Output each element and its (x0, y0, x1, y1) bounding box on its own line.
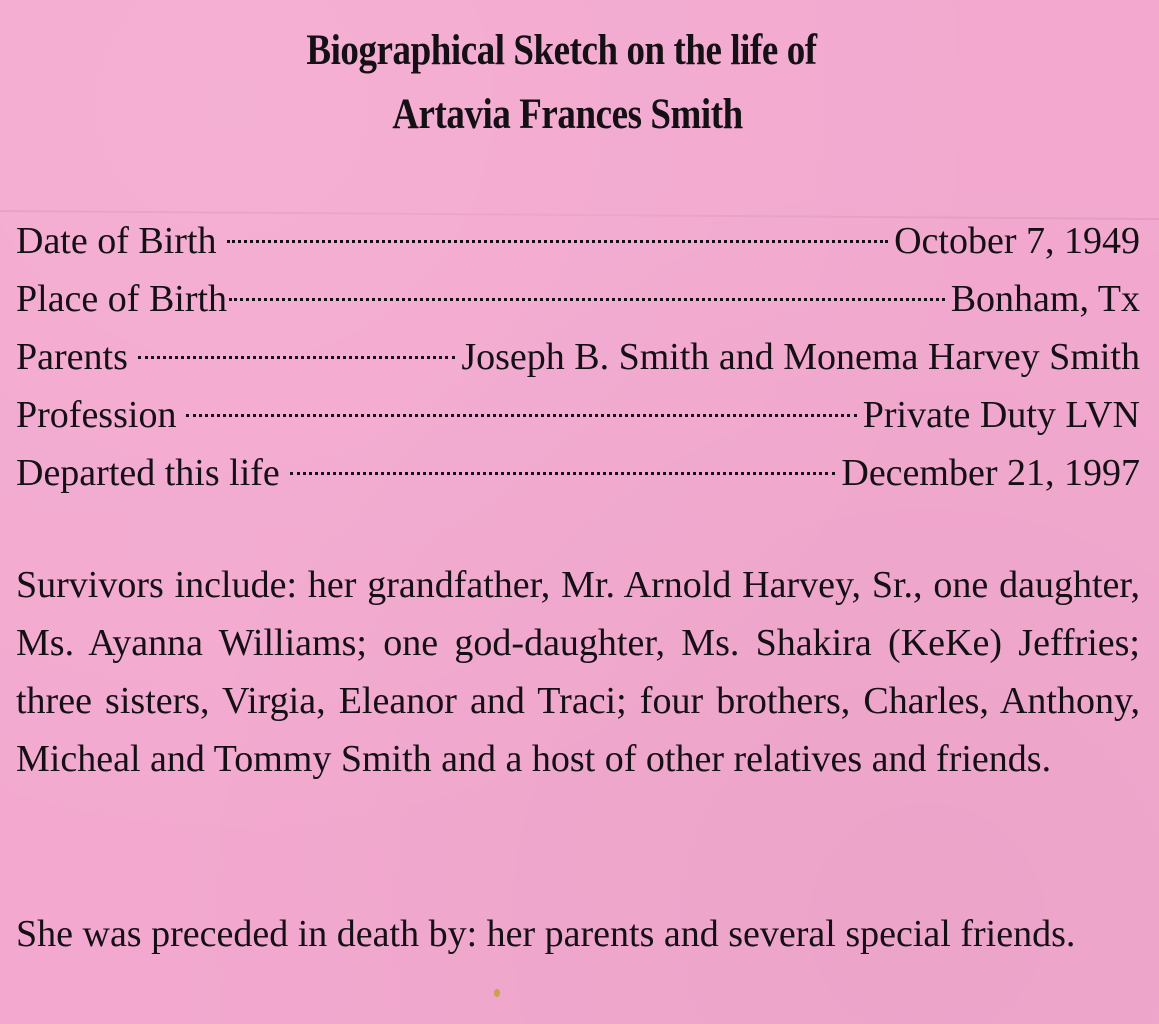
dot-leader (186, 414, 856, 417)
dot-leader (290, 472, 836, 475)
fact-label: Profession (16, 394, 177, 436)
fact-row-parents (16, 328, 1140, 386)
title-line-2: Artavia Frances Smith (392, 91, 743, 138)
facts-list (16, 212, 1140, 502)
fact-label: Departed this life (16, 452, 280, 494)
preceded-paragraph: She was preceded in death by: her parents and several special friends. (16, 913, 1076, 955)
dot-leader (229, 298, 945, 301)
survivors-paragraph: Survivors include: her grandfather, Mr. Arnold Harvey, Sr., one daughter, Ms. Ayanna Williams; one god-daughter, Ms. Shakira (KeKe) Jeffries; three sisters, Virgia, Eleanor and Traci; four brothers, Charles, Anthony, Micheal and Tommy Smith and a host of other relatives and friends. (16, 564, 1140, 780)
dot-leader (227, 240, 889, 243)
fact-row-place-of-birth (16, 270, 1140, 328)
paper-speck (494, 989, 500, 997)
fact-value: Joseph B. Smith and Monema Harvey Smith (461, 336, 1140, 378)
fact-value: October 7, 1949 (894, 220, 1140, 262)
fact-value: Bonham, Tx (950, 278, 1140, 320)
fact-row-departed (16, 444, 1140, 502)
fact-label: Date of Birth (16, 220, 217, 262)
fact-value: December 21, 1997 (841, 452, 1140, 494)
title-line-1: Biographical Sketch on the life of (306, 27, 817, 74)
fact-value: Private Duty LVN (862, 394, 1140, 436)
fact-label: Place of Birth (16, 278, 228, 320)
dot-leader (138, 356, 455, 359)
fact-row-date-of-birth (16, 212, 1140, 270)
fact-label: Parents (16, 336, 128, 378)
fact-row-profession (16, 386, 1140, 444)
